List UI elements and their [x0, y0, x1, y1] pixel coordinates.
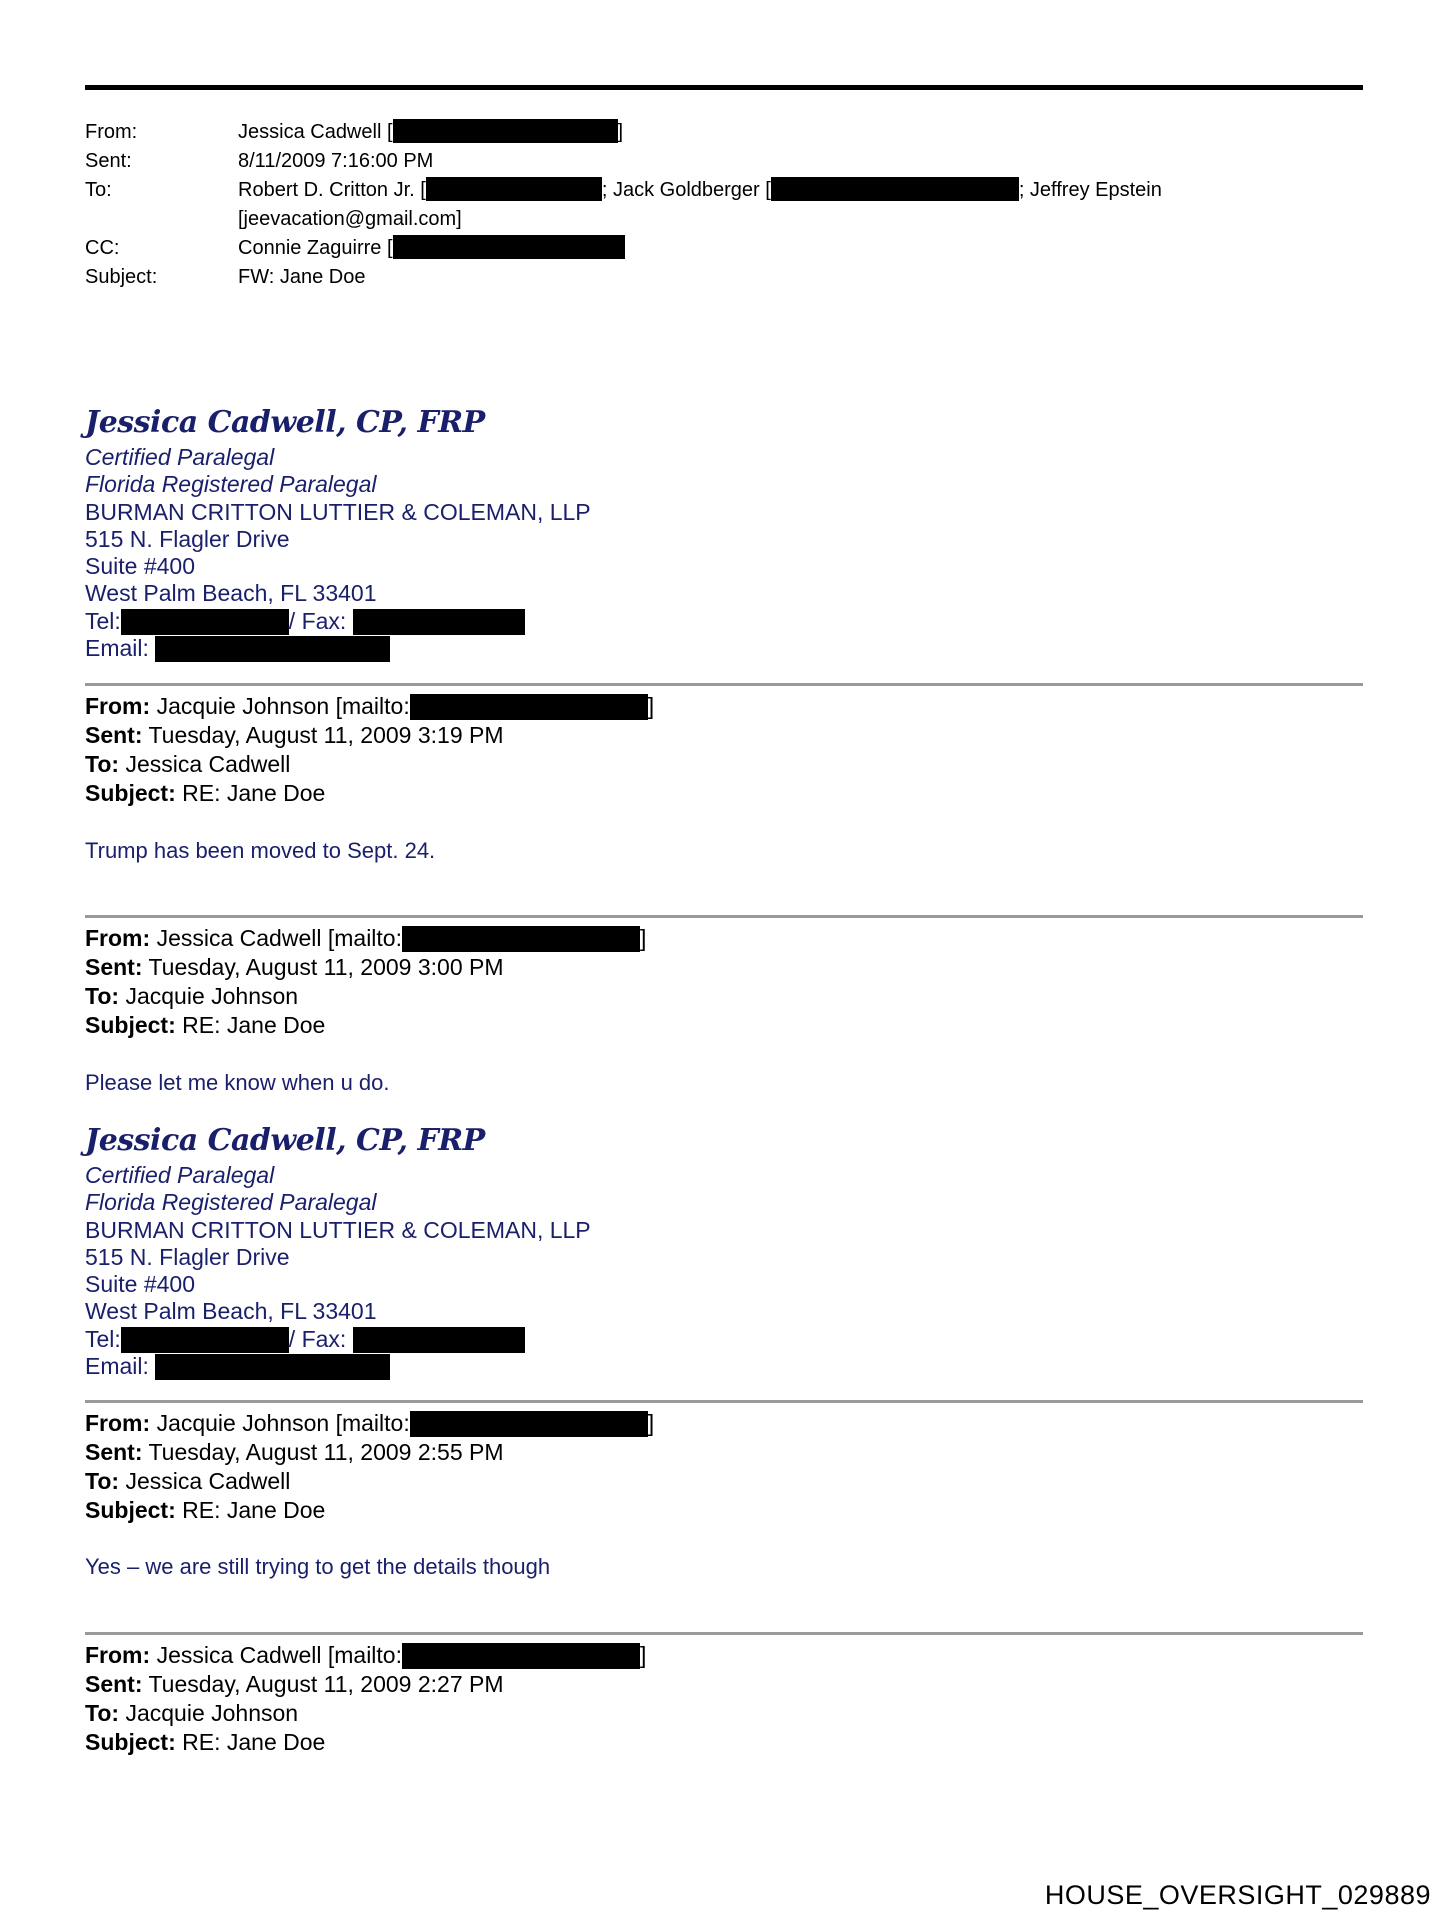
from-value: Jacquie Johnson [mailto:: [156, 693, 410, 719]
signature-firm: BURMAN CRITTON LUTTIER & COLEMAN, LLP: [85, 498, 591, 525]
signature-phone-row: [85, 1326, 785, 1353]
to-recipient-3: ; Jeffrey Epstein: [1018, 179, 1162, 201]
redaction-box: [402, 926, 640, 952]
to-label: To:: [85, 1468, 120, 1494]
from-label: From:: [85, 1642, 151, 1668]
from-label: From:: [85, 121, 138, 143]
redaction-box: [121, 1327, 289, 1353]
bates-number: HOUSE_OVERSIGHT_029889: [1044, 1880, 1431, 1910]
header-cc-row: [85, 234, 1385, 263]
subject-value: RE: Jane Doe: [182, 1497, 326, 1523]
email-header: [85, 118, 1385, 292]
fax-label: / Fax:: [288, 1325, 347, 1352]
signature-firm: BURMAN CRITTON LUTTIER & COLEMAN, LLP: [85, 1216, 591, 1243]
signature-title: Certified Paralegal: [85, 444, 275, 470]
bracket-end: ]: [639, 1642, 647, 1668]
top-rule: [85, 85, 1363, 90]
redaction-box: [402, 1643, 640, 1669]
to-value: Jessica Cadwell: [125, 751, 291, 777]
signature-email-row: [85, 635, 785, 662]
sent-label: Sent:: [85, 1439, 143, 1465]
redaction-box: [155, 1354, 390, 1380]
signature-phone-row: [85, 608, 785, 635]
from-value: Jacquie Johnson [mailto:: [156, 1410, 410, 1436]
bracket-end: ]: [639, 925, 647, 951]
email-label: Email:: [85, 635, 149, 662]
sent-value: Tuesday, August 11, 2009 3:19 PM: [148, 722, 504, 748]
subject-label: Subject:: [85, 1012, 176, 1038]
to-value: Jacquie Johnson: [125, 1700, 299, 1726]
signature-name: Jessica Cadwell, CP, FRP: [85, 1123, 485, 1158]
redaction-box: [410, 1411, 648, 1437]
quoted-message-header: [85, 1641, 1285, 1757]
sent-value: Tuesday, August 11, 2009 2:55 PM: [148, 1439, 504, 1465]
subject-label: Subject:: [85, 1497, 176, 1523]
fax-label: / Fax:: [288, 607, 347, 634]
message-separator: [85, 915, 1363, 918]
sent-value: Tuesday, August 11, 2009 3:00 PM: [148, 954, 504, 980]
signature-title: Florida Registered Paralegal: [85, 1189, 377, 1216]
sent-label: Sent:: [85, 954, 143, 980]
to-label: To:: [85, 1700, 120, 1726]
message-body: Yes – we are still trying to get the details though: [85, 1554, 551, 1579]
subject-value: RE: Jane Doe: [182, 1012, 326, 1038]
redaction-box: [393, 235, 625, 259]
cc-value: Connie Zaguirre [: [238, 237, 393, 259]
message-separator: [85, 1632, 1363, 1635]
message-body: Trump has been moved to Sept. 24.: [85, 838, 436, 863]
subject-label: Subject:: [85, 266, 158, 288]
signature-address: 515 N. Flagler Drive: [85, 1243, 290, 1270]
from-value: Jessica Cadwell [mailto:: [156, 1642, 402, 1668]
message-separator: [85, 1400, 1363, 1403]
redaction-box: [155, 636, 390, 662]
signature-email-row: [85, 1353, 785, 1380]
signature-address: Suite #400: [85, 1271, 195, 1298]
header-from-row: [85, 118, 1385, 147]
signature-title: Florida Registered Paralegal: [85, 471, 377, 498]
to-value: Jessica Cadwell: [125, 1468, 291, 1494]
to-label: To:: [85, 751, 120, 777]
to-label: To:: [85, 179, 112, 201]
sent-value: 8/11/2009 7:16:00 PM: [238, 150, 434, 172]
bracket-end: ]: [617, 121, 624, 143]
subject-label: Subject:: [85, 1729, 176, 1755]
signature-name: Jessica Cadwell, CP, FRP: [85, 405, 485, 440]
bracket-end: ]: [647, 1410, 655, 1436]
from-value: Jessica Cadwell [: [238, 121, 393, 143]
subject-value: RE: Jane Doe: [182, 780, 326, 806]
to-label: To:: [85, 983, 120, 1009]
tel-label: Tel:: [85, 1325, 121, 1352]
to-recipient-2: ; Jack Goldberger [: [601, 179, 771, 201]
message-separator: [85, 683, 1363, 686]
to-value: Jacquie Johnson: [125, 983, 299, 1009]
to-recipient-1: Robert D. Critton Jr. [: [238, 179, 426, 201]
from-label: From:: [85, 925, 151, 951]
from-label: From:: [85, 1410, 151, 1436]
redaction-box: [353, 609, 525, 635]
email-label: Email:: [85, 1353, 149, 1380]
sent-label: Sent:: [85, 722, 143, 748]
redaction-box: [393, 119, 618, 143]
to-recipient-3-email: [jeevacation@gmail.com]: [238, 208, 462, 230]
redaction-box: [353, 1327, 525, 1353]
signature-address: West Palm Beach, FL 33401: [85, 1298, 377, 1325]
header-subject-row: [85, 263, 1385, 292]
sent-label: Sent:: [85, 1671, 143, 1697]
signature-address: West Palm Beach, FL 33401: [85, 580, 377, 607]
from-label: From:: [85, 693, 151, 719]
redaction-box: [771, 177, 1019, 201]
signature-title: Certified Paralegal: [85, 1162, 275, 1188]
cc-label: CC:: [85, 237, 120, 259]
bracket-end: ]: [647, 693, 655, 719]
subject-label: Subject:: [85, 780, 176, 806]
header-to-row: [85, 176, 1385, 234]
from-value: Jessica Cadwell [mailto:: [156, 925, 402, 951]
sent-value: Tuesday, August 11, 2009 2:27 PM: [148, 1671, 504, 1697]
subject-value: RE: Jane Doe: [182, 1729, 326, 1755]
tel-label: Tel:: [85, 607, 121, 634]
signature-address: 515 N. Flagler Drive: [85, 525, 290, 552]
signature-block: [85, 406, 785, 662]
redaction-box: [410, 694, 648, 720]
subject-value: FW: Jane Doe: [238, 266, 366, 288]
quoted-message-header: [85, 1409, 1285, 1525]
signature-address: Suite #400: [85, 553, 195, 580]
quoted-message-header: [85, 924, 1285, 1040]
redaction-box: [121, 609, 289, 635]
quoted-message-header: [85, 692, 1285, 808]
redaction-box: [426, 177, 602, 201]
signature-block: [85, 1124, 785, 1380]
sent-label: Sent:: [85, 150, 132, 172]
message-body: Please let me know when u do.: [85, 1070, 390, 1095]
header-sent-row: [85, 147, 1385, 176]
